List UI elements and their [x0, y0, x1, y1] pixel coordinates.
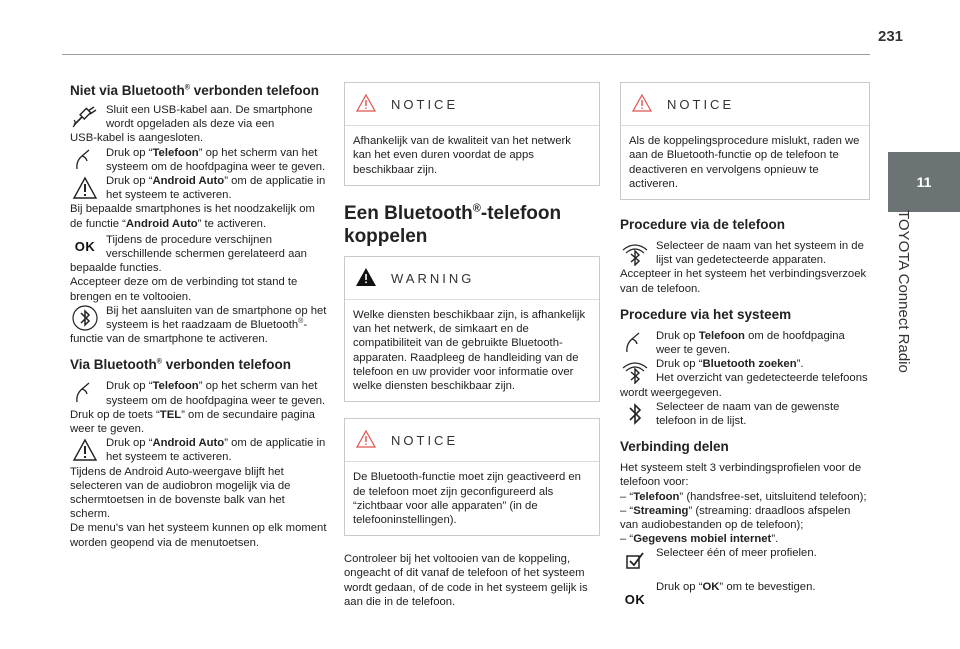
bluetooth-icon — [620, 400, 650, 428]
ok-icon: OK — [624, 592, 646, 608]
para-accept-request: Accepteer in het systeem het verbindingsverzoek van de telefoon. — [620, 268, 867, 295]
notice-box — [344, 418, 600, 536]
notice-triangle-icon — [355, 429, 377, 453]
para-list-shown: wordt weergegeven. — [620, 386, 722, 399]
para-procedure-screens: Tijdens de procedure verschijnen verschillende schermen gerelateerd aan — [106, 233, 307, 261]
usb-cable-icon — [70, 103, 100, 131]
column-right — [620, 82, 870, 608]
ok-icon: OK — [74, 238, 96, 254]
notice-box — [344, 82, 600, 186]
chapter-title: TOYOTA Connect Radio — [895, 210, 912, 373]
notice-title: NOTICE — [391, 433, 459, 449]
page-number: 231 — [878, 28, 904, 45]
para-profiles-intro: Het systeem stelt 3 verbindingsprofielen voor de telefoon voor: — [620, 462, 862, 489]
notice-triangle-icon — [631, 93, 653, 117]
para-android-auto: Druk op “Android Auto” om de applicatie in het systeem te activeren. — [106, 175, 326, 202]
heading-pair-bluetooth: Een Bluetooth®-telefoon koppelen — [344, 202, 562, 247]
para-tel-key: Druk op de toets “TEL” om de secundaire pagina weer te geven. — [70, 408, 315, 436]
warning-triangle-icon — [355, 267, 377, 291]
bluetooth-search-icon — [620, 357, 650, 385]
para-audio-source: Tijdens de Android Auto-weergave blijft het selecteren van de audiobron mogelijk via de schermtoetsen in de bovenste balk van het scherm. — [70, 465, 291, 521]
notice-icon — [70, 174, 100, 202]
heading-connection-sharing: Verbinding delen — [620, 439, 729, 455]
para-bluetooth-search: Druk op “Bluetooth zoeken”. Het overzicht van gedetecteerde telefoons — [656, 358, 868, 385]
warning-box — [344, 256, 600, 402]
header-rule — [62, 54, 870, 55]
notice-box — [620, 82, 870, 200]
column-middle — [344, 82, 600, 609]
para-usb-cont: USB-kabel is aangesloten. — [70, 132, 204, 145]
para-press-ok: Druk op “OK” om te bevestigen. — [656, 581, 816, 594]
para-menus: De menu's van het systeem kunnen op elk moment worden geopend via de menutoetsen. — [70, 522, 327, 549]
para-select-phone: Selecteer de naam van de gewenste telefoon in de lijst. — [656, 400, 840, 428]
bluetooth-icon — [70, 304, 100, 332]
notice-text: Als de koppelingsprocedure mislukt, raden we aan de Bluetooth-functie op de telefoon te deactiveren en vervolgens opnieuw te activeren. — [629, 135, 860, 190]
list-item: – “Telefoon” (handsfree-set, uitsluitend telefoon); — [620, 490, 867, 503]
para-select-system: Selecteer de naam van het systeem in de lijst van gedetecteerde apparaten. — [656, 240, 864, 267]
notice-title: NOTICE — [667, 97, 735, 112]
para-select-profiles: Selecteer één of meer profielen. — [656, 547, 817, 560]
para-android-auto-bt: Druk op “Android Auto” om de applicatie in het systeem te activeren. — [106, 437, 326, 464]
heading-via-bluetooth: Via Bluetooth® verbonden telefoon — [70, 357, 291, 373]
para-bluetooth-advice-cont: functie van de smartphone te activeren. — [70, 333, 268, 346]
para-telefoon-bt: Druk op “Telefoon” op het scherm van het systeem om de hoofdpagina weer te geven. — [106, 380, 326, 407]
warning-title: WARNING — [391, 270, 475, 286]
list-item: – “Streaming” (streaming: draadloos afspelen van audiobestanden op de telefoon); — [620, 504, 851, 532]
touch-icon — [70, 379, 100, 407]
para-bluetooth-advice: Bij het aansluiten van de smartphone op het systeem is het raadzaam de Bluetooth®- — [106, 304, 327, 332]
chapter-tab: 11 — [888, 152, 960, 212]
para-procedure-screens-cont: bepaalde functies. — [70, 262, 162, 275]
list-item: – “Gegevens mobiel internet”. — [620, 533, 779, 546]
bluetooth-search-icon — [620, 239, 650, 267]
heading-procedure-system: Procedure via het systeem — [620, 306, 792, 322]
heading-not-via-bluetooth: Niet via Bluetooth® verbonden telefoon — [70, 83, 319, 98]
warning-text: Welke diensten beschikbaar zijn, is afhankelijk van het netwerk, de simkaart en de compatibiliteit van de gebruikte Bluetooth-apparaten. Raadpleeg de handleiding van de telefoon en uw provider voor informatie over welke diensten beschikbaar zijn. — [353, 309, 586, 393]
touch-icon — [70, 146, 100, 174]
para-press-telefoon: Druk op Telefoon om de hoofdpagina weer te geven. — [656, 329, 845, 357]
para-pairing-code: Controleer bij het voltooien van de koppeling, ongeacht of dit vanaf de telefoon of het systeem wordt gedaan, of de code in het systeem gelijk is aan die in de telefoon. — [344, 553, 588, 608]
checkbox-icon — [620, 546, 650, 574]
heading-procedure-phone: Procedure via de telefoon — [620, 217, 786, 233]
notice-text: Afhankelijk van de kwaliteit van het netwerk kan het even duren voordat de apps beschikbaar zijn. — [353, 135, 571, 176]
column-left — [70, 82, 328, 550]
notice-text: De Bluetooth-functie moet zijn geactiveerd en de telefoon moet zijn geconfigureerd als “zichtbaar voor alle apparaten” (in de telefooninstellingen). — [353, 471, 581, 527]
notice-triangle-icon — [355, 93, 377, 117]
chapter-title-tab — [894, 210, 920, 380]
para-smartphones: Bij bepaalde smartphones is het noodzakelijk om de functie “Android Auto” te activeren. — [70, 203, 315, 230]
para-telefoon: Druk op “Telefoon” op het scherm van het systeem om de hoofdpagina weer te geven. — [106, 146, 326, 173]
notice-icon — [70, 436, 100, 464]
touch-icon — [620, 329, 650, 357]
para-usb: Sluit een USB-kabel aan. De smartphone wordt opgeladen als deze via een — [106, 104, 313, 131]
para-accept: Accepteer deze om de verbinding tot stand te brengen en te voltooien. — [70, 276, 298, 303]
notice-title: NOTICE — [391, 97, 459, 112]
